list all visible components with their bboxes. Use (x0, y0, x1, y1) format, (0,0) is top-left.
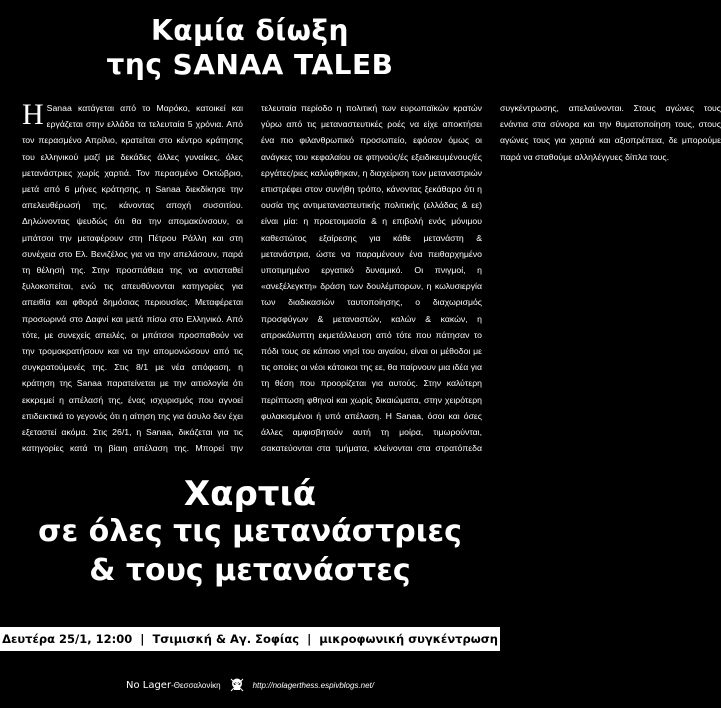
article-text: Sanaa κατάγεται από το Μαρόκο, κατοικεί και εργάζεται στην ελλάδα τα τελευταία 5 χρόνια. Από τον περασμένο Απρίλιο, κρατείται στο κέντρο κράτησης του ελληνικού μαζί με δεκάδες άλλες γυναίκες, όλες μετανάστριες χωρίς χαρτιά. Τον περασμένο Οκτώβριο, μετά από 6 μήνες κράτησης, η Sanaa διεκδίκησε την απελευθέρωσή της, κάνοντας αποχή συσσιτίου. Δηλώνοντας ψευδώς ότι θα την απομακύνσουν, οι μπάτσοι την μεταφέρουν στη Πέτρου Ράλλη και στη συνέχεια στο Ελ. Βενιζέλος για να την απελάσουν, παρά τη θέλησή της. Στην προσπάθεια της να αντισταθεί ξυλοκοπείται, ενώ τις απευθύνονται κατηγορίες για απειθία και φθορά δημόσιας περιουσίας. Μεταφέρεται προσωρινά στο Δαφνί και μετά πίσω στο Ελληνικό. Από τότε, με συνεχείς απειλές, οι μπάτσοι προσπαθούν να την τρομοκρατήσουν και να την απομονώσουν από τις συγκρατούμενές της. Στις 8/1 με νέα απόφαση, η κράτηση της Sanaa παρατείνεται με την αιτιολογία ότι εκκρεμεί η απέλασή της, ένας ισχυρισμός που αγνοεί επιδεικτικά το γεγονός ότι η αίτηση της για άσυλο δεν έχει εξεταστεί ακόμα. Στις 26/1, η Sanaa, δικάζεται για τις κατηγορίες κατά τη βίαιη απέλαση της. Μπορεί την τελευταία περίοδο η πολιτική των ευρωπαϊκών κρατών γύρω από τις μεταναστευτικές ροές να είχε αποκτήσει ένα πιο φιλανθρωπικό προσωπείο, εφόσον όμως οι ανάγκες του κεφαλαίου σε φτηνούς/ές εξειδικευμένους/ές εργάτες/ριες καλύφθηκαν, η διαχείριση των μεταναστριών επιστρέφει στον συνήθη τρόπο, κάνοντας ξεκάθαρο ότι η ουσία της αντιμεταναστευτικής πολιτικής (ελλάδας & εε) είναι μία: η προετοιμασία & η επιβολή ενός μόνιμου καθεστώτος εξαίρεσης για κάθε μετανάστη & μετανάστρια, ώστε να παραμένουν ένα πειθαρχημένο υποτιμημένο εργατικό δυναμικό. Οι πνιγμοί, η «ανεξέλεγκτη» δράση των δουλέμπορων, η κωλυσιεργία των διαδικασιών ταυτοποίησης, ο διαχωρισμός προσφύγων & μεταναστών, καλών & κακών, η απροκάλυπτη εκμετάλλευση από τότε που πάτησαν το πόδι τους σε κάποιο νησί του αιγαίου, είναι οι μέθοδοι με τις οποίες οι νέοι κάτοικοι της εε, θα παίρνουν μια ιδέα για τη θέση που προορίζεται για αυτούς. Στην καλύτερη περίπτωση φθηνοί και χωρίς δικαιώματα, στην χειρότερη φυλακισμένοι ή υπό απέλαση. Η Sanaa, όσοι και όσες άλλες αμφισβητούν αυτή τη μοίρα, τιμωρούνται, σακατεύονται στα τμήματα, κλείνονται στα στρατόπεδα συγκέντρωσης, απελαύνονται. Στους αγώνες τους ενάντια στα σύνορα και την θυματοποίηση τους, στους αγώνες τους για χαρτιά και αξιοπρέπεια, δε μπορούμε παρά να σταθούμε αλληλέγγυες δίπλα τους. (22, 103, 721, 454)
article-paragraph (22, 100, 721, 458)
event-separator: | (307, 632, 312, 646)
slogan-line2: σε όλες τις μετανάστριες (38, 514, 462, 549)
event-datetime: Δευτέρα 25/1, 12:00 (2, 632, 133, 646)
slogan-line1: Χαρτιά (183, 474, 317, 514)
article-body (22, 98, 721, 458)
footer-brand: No Lager (125, 679, 172, 691)
slogan-line3: & τους μετανάστες (89, 553, 411, 588)
event-separator: | (140, 632, 145, 646)
event-location: Τσιμισκή & Αγ. Σοφίας (152, 632, 300, 646)
event-type: μικροφωνική συγκέντρωση (319, 632, 498, 646)
poster-title-line1: Καμία δίωξη (151, 14, 349, 47)
footer-url-link[interactable]: http://nolagerthess.espivblogs.net/ (252, 680, 375, 690)
dropcap-letter: Η (22, 98, 44, 131)
footer (0, 674, 500, 696)
skull-icon (229, 677, 245, 693)
event-info-bar (0, 627, 500, 651)
footer-city: -Θεσσαλονίκη (171, 680, 221, 690)
poster-title-line2: της SANAA TALEB (106, 48, 394, 81)
